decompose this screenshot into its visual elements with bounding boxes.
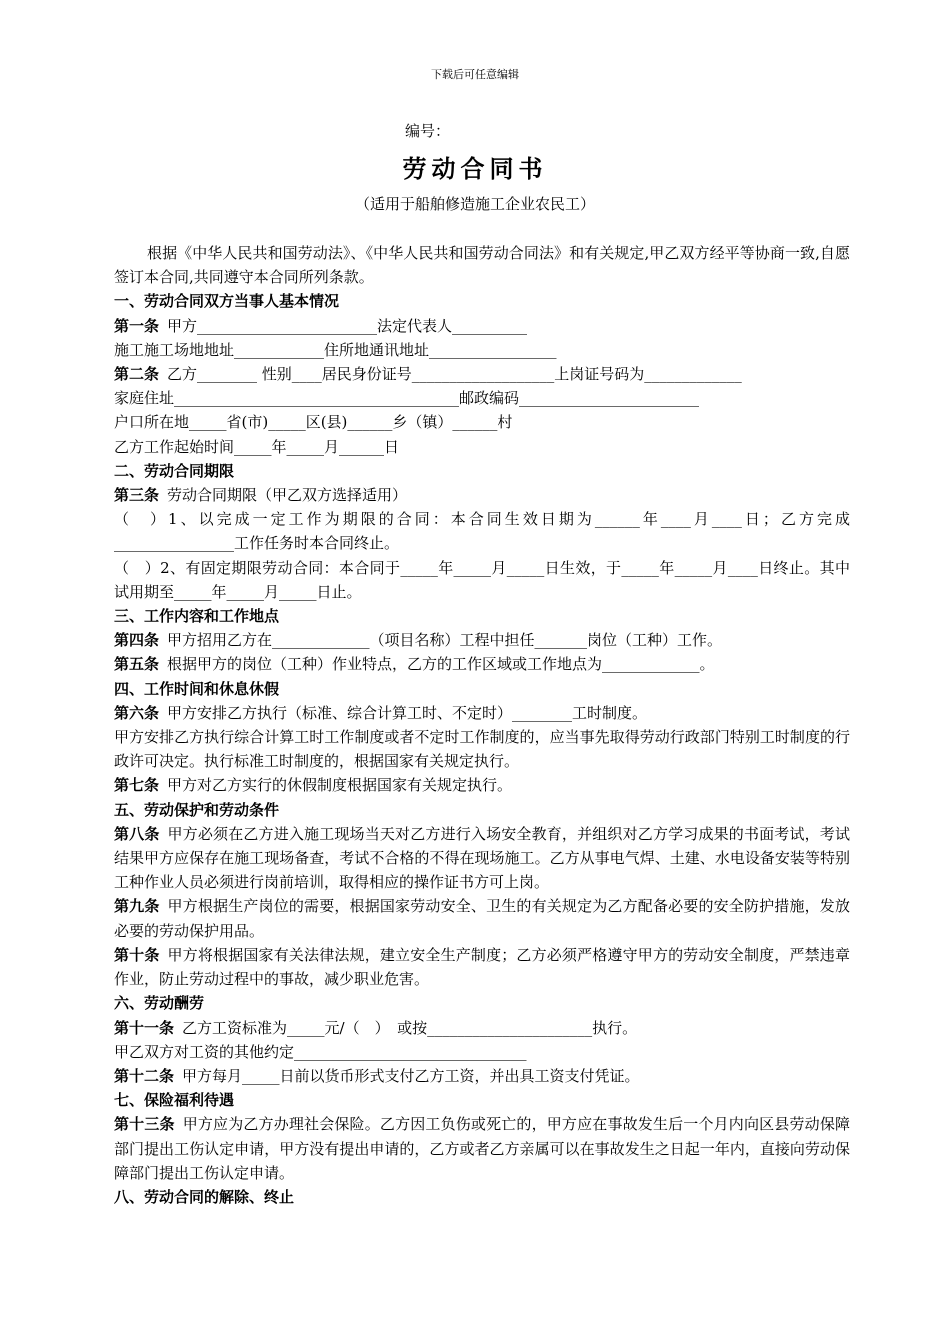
article-7 xyxy=(114,773,850,797)
article-11 xyxy=(114,1016,850,1040)
article-label: 第十条 xyxy=(114,945,160,964)
article-text: 甲方应为乙方办理社会保险。乙方因工负伤或死亡的，甲方应在事故发生后一个月内向区县劳动保障部门提出工伤认定申请，甲方没有提出申请的，乙方或者乙方亲属可以在事故发生之日起一年内，直接向劳动保障部门提出工伤认定申请。 xyxy=(114,1115,850,1182)
article-label: 第四条 xyxy=(114,631,160,650)
section-heading-3: 三、工作内容和工作地点 xyxy=(114,607,280,626)
article-2-line-3: 户口所在地_____省(市)_____区(县)______乡（镇）______村 xyxy=(114,413,513,432)
section-heading-8: 八、劳动合同的解除、终止 xyxy=(114,1187,295,1206)
article-2-line-4: 乙方工作起始时间_____年_____月______日 xyxy=(114,437,400,456)
article-label: 第二条 xyxy=(114,365,160,384)
article-label: 第一条 xyxy=(114,316,160,335)
header-note: 下载后可任意编辑 xyxy=(431,68,519,81)
article-11-paragraph-2: 甲乙双方对工资的其他约定_______________________________ xyxy=(114,1042,527,1061)
article-text: 甲方根据生产岗位的需要，根据国家劳动安全、卫生的有关规定为乙方配备必要的安全防护措施，发放必要的劳动保护用品。 xyxy=(114,897,850,940)
article-text: 甲方________________________法定代表人__________ xyxy=(167,316,528,335)
article-label: 第十三条 xyxy=(114,1115,175,1134)
serial-number-label: 编号： xyxy=(405,122,451,140)
article-text: 根据甲方的岗位（工种）作业特点，乙方的工作区域或工作地点为_____________。 xyxy=(167,655,715,674)
document-title: 劳动合同书 xyxy=(402,154,548,183)
section-heading-6: 六、劳动酬劳 xyxy=(114,994,205,1013)
article-text: 甲方必须在乙方进入施工现场当天对乙方进行入场安全教育，并组织对乙方学习成果的书面考试，考试结果甲方应保存在施工现场备查，考试不合格的不得在现场施工。乙方从事电气焊、土建、水电设备安装等特别工种作业人员必须进行岗前培训，取得相应的操作证书方可上岗。 xyxy=(114,824,850,892)
article-text: 乙方________ 性别____居民身份证号___________________上岗证号码为_____________ xyxy=(167,365,742,384)
article-label: 第十一条 xyxy=(114,1018,175,1037)
article-label: 第七条 xyxy=(114,776,160,795)
article-label: 第六条 xyxy=(114,703,160,722)
article-3-option-1: （ ）1、以完成一定工作为期限的合同：本合同生效日期为______年____月____日；乙方完成________________工作任务时本合同终止。 xyxy=(114,510,850,553)
article-6 xyxy=(114,701,850,725)
article-2 xyxy=(114,362,850,386)
preamble: 根据《中华人民共和国劳动法》、《中华人民共和国劳动合同法》和有关规定,甲乙双方经平等协商一致,自愿签订本合同,共同遵守本合同所列条款。 xyxy=(114,244,850,287)
article-10 xyxy=(114,943,850,991)
article-text: 甲方将根据国家有关法律法规，建立安全生产制度；乙方必须严格遵守甲方的劳动安全制度，严禁违章作业，防止劳动过程中的事故，减少职业危害。 xyxy=(114,945,850,989)
article-text: 甲方招用乙方在_____________（项目名称）工程中担任_______岗位（工种）工作。 xyxy=(167,631,723,650)
article-text: 甲方安排乙方执行（标准、综合计算工时、不定时）________工时制度。 xyxy=(167,703,648,722)
article-text: 甲方对乙方实行的休假制度根据国家有关规定执行。 xyxy=(167,776,513,795)
document-subtitle: （适用于船舶修造施工企业农民工） xyxy=(354,195,595,213)
article-3 xyxy=(114,483,850,507)
article-6-paragraph-2: 甲方安排乙方执行综合计算工时工作制度或者不定时工作制度的，应当事先取得劳动行政部门特别工时制度的行政许可决定。执行标准工时制度的，根据国家有关规定执行。 xyxy=(114,728,850,771)
section-heading-2: 二、劳动合同期限 xyxy=(114,461,235,480)
article-label: 第五条 xyxy=(114,655,160,674)
article-label: 第八条 xyxy=(114,824,160,843)
article-label: 第十二条 xyxy=(114,1066,175,1085)
article-label: 第九条 xyxy=(114,897,160,916)
article-5 xyxy=(114,652,850,676)
article-text: 甲方每月_____日前以货币形式支付乙方工资，并出具工资支付凭证。 xyxy=(182,1066,640,1085)
article-3-option-2: （ ）2、有固定期限劳动合同：本合同于_____年_____月_____日生效，于_____年_____月____日终止。其中试用期至_____年_____月_____日止。 xyxy=(114,558,850,601)
article-1-line-2: 施工施工场地地址____________住所地通讯地址_________________ xyxy=(114,340,557,359)
article-text: 乙方工资标准为_____元/（ ） 或按______________________执行。 xyxy=(182,1018,638,1037)
article-12 xyxy=(114,1064,850,1088)
article-text: 劳动合同期限（甲乙双方选择适用） xyxy=(167,486,408,505)
section-heading-1: 一、劳动合同双方当事人基本情况 xyxy=(114,292,340,311)
article-8 xyxy=(114,822,850,895)
contract-body xyxy=(114,241,850,1209)
section-heading-4: 四、工作时间和休息休假 xyxy=(114,679,280,698)
article-label: 第三条 xyxy=(114,486,160,505)
section-heading-7: 七、保险福利待遇 xyxy=(114,1091,235,1110)
article-2-line-2: 家庭住址______________________________________邮政编码________________________ xyxy=(114,389,700,408)
article-1 xyxy=(114,314,850,338)
article-13 xyxy=(114,1112,850,1185)
article-9 xyxy=(114,894,850,942)
article-4 xyxy=(114,628,850,652)
section-heading-5: 五、劳动保护和劳动条件 xyxy=(114,800,280,819)
